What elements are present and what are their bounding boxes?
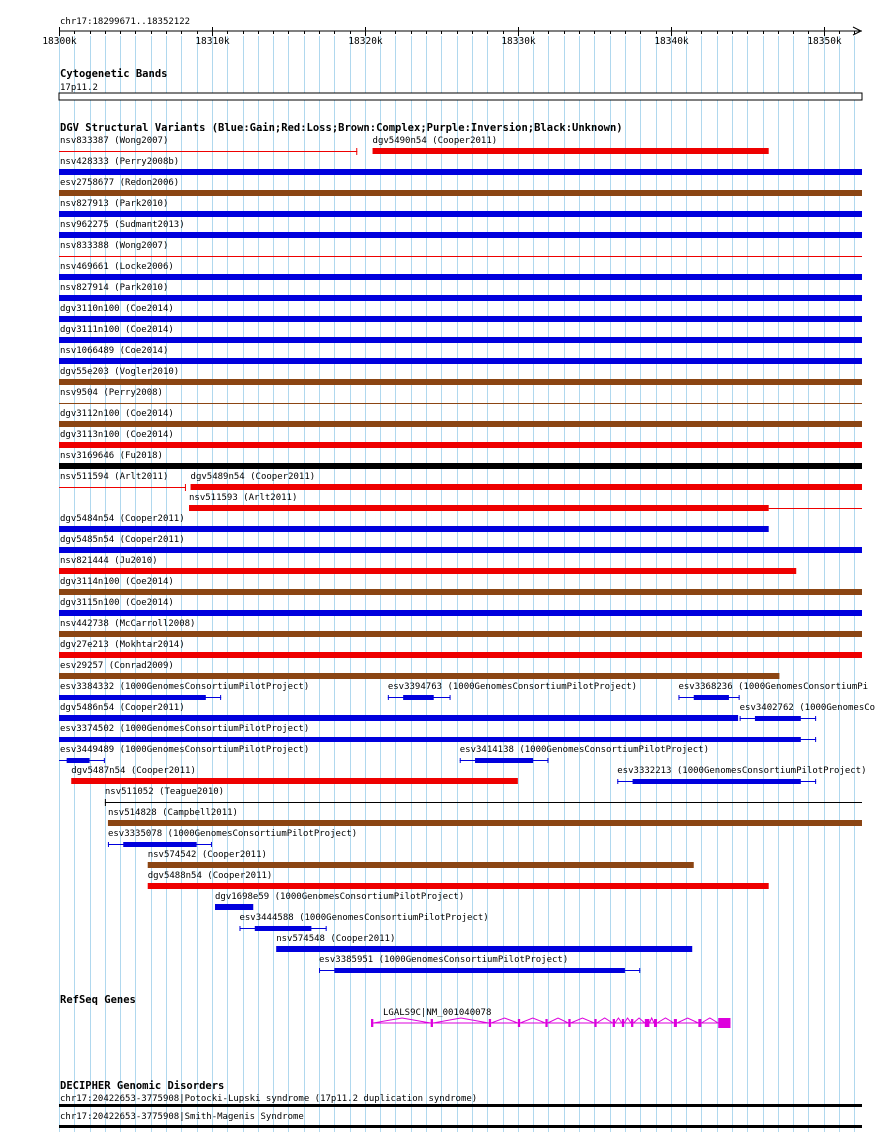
gene-intron-chevron — [677, 1018, 698, 1023]
dgv-feature-label[interactable]: dgv5489n54 (Cooper2011) — [190, 472, 316, 482]
dgv-feature-label[interactable]: esv3414138 (1000GenomesConsortiumPilotProject) — [459, 745, 709, 755]
dgv-feature-label[interactable]: nsv514828 (Campbell2011) — [107, 808, 238, 818]
ruler-tick-label: 18350k — [807, 36, 842, 47]
decipher-feature-bar[interactable] — [59, 1125, 862, 1128]
dgv-feature-core[interactable] — [255, 926, 312, 931]
dgv-feature-label[interactable]: dgv5486n54 (Cooper2011) — [60, 703, 185, 713]
dgv-feature-label[interactable]: nsv511594 (Arlt2011) — [60, 472, 169, 482]
dgv-feature-bar[interactable] — [59, 715, 738, 721]
dgv-feature[interactable] — [189, 493, 862, 511]
dgv-feature[interactable] — [148, 871, 769, 889]
dgv-feature-label[interactable]: dgv3112n100 (Coe2014) — [60, 409, 174, 419]
dgv-feature-bar[interactable] — [59, 610, 862, 616]
gene-model[interactable] — [371, 1018, 730, 1028]
dgv-feature-core[interactable] — [67, 758, 90, 763]
dgv-feature[interactable] — [59, 556, 796, 574]
gene-intron-chevron — [548, 1018, 569, 1023]
dgv-feature-core[interactable] — [59, 737, 801, 742]
decipher-track — [59, 1080, 862, 1128]
dgv-feature-label[interactable]: dgv5485n54 (Cooper2011) — [60, 535, 185, 545]
gene-exon[interactable] — [645, 1019, 650, 1027]
gene-exon[interactable] — [654, 1019, 657, 1027]
dgv-feature[interactable] — [59, 619, 862, 637]
dgv-feature-bar[interactable] — [59, 169, 862, 175]
dgv-feature-label[interactable]: esv3449489 (1000GenomesConsortiumPilotProject) — [60, 745, 310, 755]
gene-intron-chevron — [633, 1018, 644, 1023]
dgv-feature-label[interactable]: dgv3113n100 (Coe2014) — [60, 430, 174, 440]
ruler-tick-label: 18300k — [42, 36, 77, 47]
dgv-feature-label[interactable]: nsv469661 (Locke2006) — [60, 262, 174, 272]
dgv-feature-core[interactable] — [123, 842, 196, 847]
dgv-feature-label[interactable]: nsv962275 (Sudmant2013) — [60, 220, 185, 230]
dgv-feature-bar[interactable] — [59, 547, 862, 553]
dgv-feature-label[interactable]: nsv9504 (Perry2008) — [60, 388, 163, 398]
dgv-feature[interactable] — [59, 262, 862, 280]
dgv-feature-label[interactable]: nsv833387 (Wong2007) — [60, 136, 169, 146]
dgv-feature[interactable] — [59, 304, 862, 322]
dgv-feature-bar[interactable] — [59, 337, 862, 343]
dgv-feature[interactable] — [59, 724, 816, 742]
dgv-feature-bar[interactable] — [59, 316, 862, 322]
gene-exon[interactable] — [431, 1019, 433, 1027]
dgv-feature-label[interactable]: dgv3114n100 (Coe2014) — [60, 577, 174, 587]
dgv-feature-core[interactable] — [59, 695, 206, 700]
dgv-feature-bar[interactable] — [148, 862, 694, 868]
dgv-feature-bar[interactable] — [59, 526, 769, 532]
dgv-feature-label[interactable]: nsv574542 (Cooper2011) — [147, 850, 267, 860]
dgv-feature[interactable] — [59, 430, 862, 448]
dgv-feature-label[interactable]: esv29257 (Conrad2009) — [60, 661, 174, 671]
dgv-feature-label[interactable]: dgv3115n100 (Coe2014) — [60, 598, 174, 608]
gene-exon[interactable] — [568, 1019, 570, 1027]
dgv-feature[interactable] — [59, 367, 862, 385]
dgv-feature[interactable] — [59, 136, 357, 155]
decipher-track-title: DECIPHER Genomic Disorders — [60, 1080, 225, 1092]
dgv-feature-bar[interactable] — [59, 295, 862, 301]
cytoband-track — [59, 68, 862, 100]
dgv-feature-label[interactable]: dgv3110n100 (Coe2014) — [60, 304, 174, 314]
dgv-feature-label[interactable]: nsv827913 (Park2010) — [60, 199, 169, 209]
dgv-feature[interactable] — [59, 241, 862, 257]
dgv-feature-bar[interactable] — [71, 778, 518, 784]
dgv-feature-label[interactable]: esv3384332 (1000GenomesConsortiumPilotProject) — [60, 682, 310, 692]
dgv-feature-label[interactable]: nsv821444 (Ju2010) — [60, 556, 158, 566]
dgv-feature[interactable] — [108, 808, 862, 826]
dgv-feature[interactable] — [59, 220, 862, 238]
gene-exon[interactable] — [631, 1019, 633, 1027]
dgv-feature-label[interactable]: dgv1698e59 (1000GenomesConsortiumPilotProject) — [215, 892, 465, 902]
ruler-tick-label: 18330k — [501, 36, 536, 47]
dgv-feature-label[interactable]: dgv5488n54 (Cooper2011) — [147, 871, 273, 881]
dgv-feature-bar[interactable] — [59, 463, 862, 469]
dgv-feature-bar[interactable] — [215, 904, 253, 910]
dgv-feature[interactable] — [59, 682, 309, 700]
dgv-feature-bar[interactable] — [59, 652, 862, 658]
dgv-feature-bar[interactable] — [59, 421, 862, 427]
dgv-feature-bar[interactable] — [59, 232, 862, 238]
dgv-track-title: DGV Structural Variants (Blue:Gain;Red:Loss;Brown:Complex;Purple:Inversion;Black:Unknown) — [60, 122, 623, 134]
gene-intron-chevron — [571, 1018, 595, 1023]
gene-exon[interactable] — [518, 1019, 520, 1027]
dgv-feature[interactable] — [59, 157, 862, 175]
decipher-feature-label[interactable]: chr17:20422653-3775908|Smith-Magenis Syndrome — [60, 1112, 304, 1122]
decipher-feature-label[interactable]: chr17:20422653-3775908|Potocki-Lupski syndrome (17p11.2 duplication syndrome) — [60, 1094, 478, 1104]
dgv-feature-bar[interactable] — [59, 190, 862, 196]
dgv-feature[interactable] — [59, 199, 862, 217]
dgv-feature[interactable] — [617, 766, 866, 784]
gene-exon[interactable] — [594, 1019, 596, 1027]
dgv-feature[interactable] — [59, 409, 862, 427]
dgv-feature-bar[interactable] — [59, 568, 796, 574]
gene-intron-chevron — [649, 1018, 654, 1023]
dgv-feature[interactable] — [59, 346, 862, 364]
dgv-feature[interactable] — [59, 514, 769, 532]
dgv-feature-bar[interactable] — [373, 148, 769, 154]
dgv-feature-label[interactable]: esv3385951 (1000GenomesConsortiumPilotProject) — [319, 955, 569, 965]
dgv-feature-bar[interactable] — [148, 883, 769, 889]
dgv-feature-bar[interactable] — [189, 505, 769, 511]
gene-intron-chevron — [615, 1018, 622, 1023]
dgv-feature-core[interactable] — [334, 968, 625, 973]
dgv-feature[interactable] — [59, 451, 862, 469]
dgv-feature[interactable] — [59, 577, 862, 595]
dgv-feature-bar[interactable] — [191, 484, 862, 490]
region-label: chr17:18299671..18352122 — [60, 17, 191, 27]
dgv-feature-label[interactable]: esv3402762 (1000GenomesCo — [739, 703, 876, 713]
dgv-feature-label[interactable]: dgv5484n54 (Cooper2011) — [60, 514, 185, 524]
dgv-feature[interactable] — [59, 640, 862, 658]
dgv-feature-bar[interactable] — [59, 358, 862, 364]
dgv-feature[interactable] — [191, 472, 862, 490]
ruler — [42, 17, 862, 47]
dgv-feature-label[interactable]: nsv833388 (Wong2007) — [60, 241, 169, 251]
dgv-feature-label[interactable]: nsv3169646 (Fu2018) — [60, 451, 163, 461]
dgv-feature[interactable] — [388, 682, 637, 700]
gene-exon[interactable] — [545, 1019, 547, 1027]
dgv-feature[interactable] — [148, 850, 694, 868]
dgv-feature[interactable] — [59, 325, 862, 343]
dgv-feature-core[interactable] — [633, 779, 801, 784]
dgv-feature-label[interactable]: esv3368236 (1000GenomesConsortiumPi — [678, 682, 869, 692]
cytoband-label: 17p11.2 — [60, 83, 98, 93]
ruler-tick-label: 18320k — [348, 36, 383, 47]
dgv-feature-bar[interactable] — [59, 589, 862, 595]
dgv-feature[interactable] — [59, 388, 862, 404]
dgv-feature[interactable] — [59, 703, 738, 721]
dgv-feature-core[interactable] — [694, 695, 729, 700]
dgv-feature[interactable] — [59, 745, 309, 763]
dgv-feature-core[interactable] — [403, 695, 434, 700]
dgv-feature[interactable] — [71, 766, 518, 784]
dgv-feature-bar[interactable] — [59, 442, 862, 448]
dgv-feature[interactable] — [276, 934, 692, 952]
gene-exon[interactable] — [613, 1019, 615, 1027]
dgv-feature[interactable] — [239, 913, 488, 931]
gene-intron-chevron — [701, 1018, 718, 1023]
dgv-feature-bar[interactable] — [59, 274, 862, 280]
dgv-feature-label[interactable]: nsv511593 (Arlt2011) — [189, 493, 298, 503]
dgv-feature-label[interactable]: esv3444588 (1000GenomesConsortiumPilotProject) — [239, 913, 489, 923]
dgv-feature-bar[interactable] — [59, 211, 862, 217]
dgv-feature-label[interactable]: nsv428333 (Perry2008b) — [60, 157, 180, 167]
dgv-feature-label[interactable]: esv3394763 (1000GenomesConsortiumPilotProject) — [387, 682, 638, 692]
gene-exon[interactable] — [489, 1019, 491, 1027]
dgv-feature-label[interactable]: dgv3111n100 (Coe2014) — [60, 325, 174, 335]
dgv-feature-label[interactable]: esv3374502 (1000GenomesConsortiumPilotProject) — [60, 724, 310, 734]
dgv-feature-label[interactable]: dgv55e203 (Vogler2010) — [60, 367, 180, 377]
gene-intron-chevron — [373, 1018, 430, 1023]
dgv-feature-label[interactable]: esv3335078 (1000GenomesConsortiumPilotProject) — [107, 829, 358, 839]
dgv-feature-label[interactable]: nsv1066489 (Coe2014) — [60, 346, 169, 356]
dgv-feature-bar[interactable] — [59, 631, 862, 637]
dgv-feature-bar[interactable] — [59, 379, 862, 385]
decipher-feature-bar[interactable] — [59, 1104, 862, 1107]
dgv-feature-label[interactable]: nsv442738 (McCarroll2008) — [60, 619, 196, 629]
cytoband-track-title: Cytogenetic Bands — [60, 68, 168, 80]
gene-intron-chevron — [491, 1018, 518, 1023]
dgv-feature-label[interactable]: dgv5490n54 (Cooper2011) — [372, 136, 498, 146]
gene-label[interactable]: LGALS9C|NM_001040078 — [383, 1008, 492, 1018]
dgv-feature[interactable] — [59, 178, 862, 196]
dgv-feature-core[interactable] — [475, 758, 533, 763]
dgv-feature-bar[interactable] — [276, 946, 692, 952]
dgv-feature-bar[interactable] — [108, 820, 862, 826]
dgv-feature[interactable] — [59, 598, 862, 616]
dgv-feature[interactable] — [59, 535, 862, 553]
dgv-feature-label[interactable]: dgv27e213 (Mokhtar2014) — [60, 640, 185, 650]
grid-lines — [60, 36, 855, 1132]
gene-exon[interactable] — [674, 1019, 677, 1027]
dgv-feature[interactable] — [319, 955, 640, 973]
dgv-feature[interactable] — [373, 136, 769, 154]
dgv-feature-label[interactable]: esv2758677 (Redon2006) — [60, 178, 180, 188]
gene-exon[interactable] — [371, 1019, 373, 1027]
dgv-feature-core[interactable] — [755, 716, 801, 721]
ruler-tick-label: 18340k — [654, 36, 689, 47]
gene-exon[interactable] — [718, 1018, 730, 1028]
refseq-track-title: RefSeq Genes — [60, 994, 136, 1006]
dgv-feature[interactable] — [105, 787, 862, 806]
dgv-feature-bar[interactable] — [59, 673, 779, 679]
dgv-feature-label[interactable]: esv3332213 (1000GenomesConsortiumPilotProject) — [617, 766, 867, 776]
gene-intron-chevron — [520, 1018, 545, 1023]
dgv-feature-label[interactable]: nsv511052 (Teague2010) — [104, 787, 225, 797]
gene-exon[interactable] — [698, 1019, 701, 1027]
dgv-feature-label[interactable]: nsv827914 (Park2010) — [60, 283, 169, 293]
dgv-feature-label[interactable]: dgv5487n54 (Cooper2011) — [71, 766, 196, 776]
dgv-feature[interactable] — [59, 283, 862, 301]
gene-exon[interactable] — [622, 1019, 624, 1027]
ruler-tick-label: 18310k — [195, 36, 230, 47]
dgv-feature-label[interactable]: nsv574548 (Cooper2011) — [276, 934, 396, 944]
cytoband-bar — [59, 93, 862, 100]
